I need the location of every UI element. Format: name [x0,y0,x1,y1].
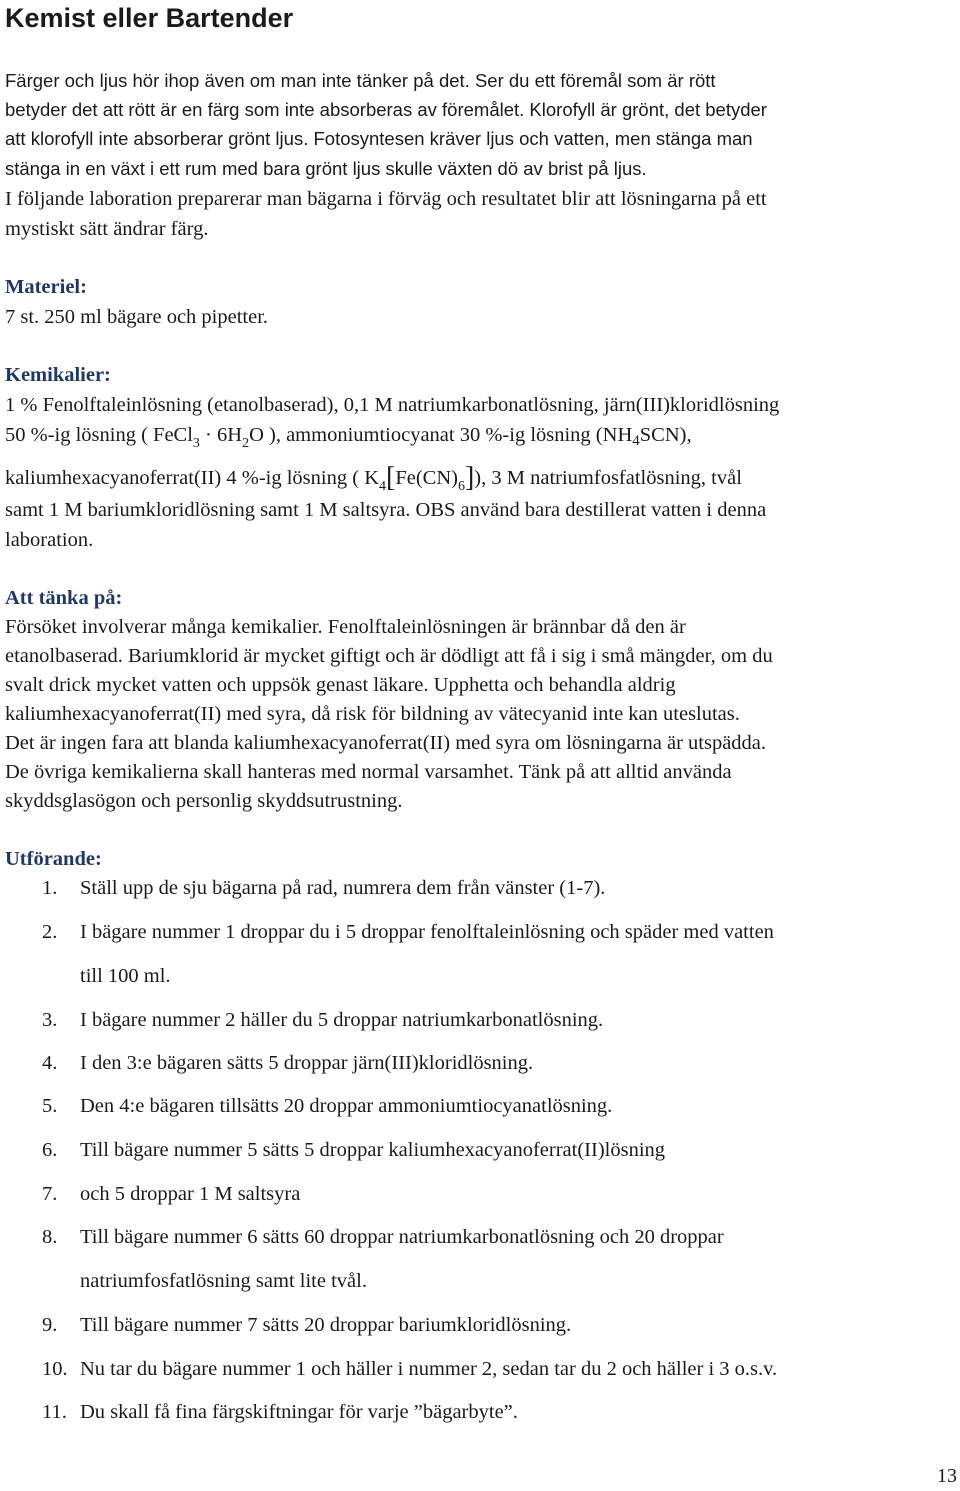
intro-line: stänga in en växt i ett rum med bara grönt ljus skulle växten dö av brist på ljus. [5,158,647,179]
materiel-text: 7 st. 250 ml bägare och pipetter. [5,306,269,328]
kemikalier-line: laboration. [5,529,94,551]
kemikalier-line: 1 % Fenolftaleinlösning (etanolbaserad), 0,1 M natriumkarbonatlösning, järn(III)kloridlösning [5,394,780,416]
formula-part: K [364,467,379,489]
intro-line: I följande laboration preparerar man bägarna i förväg och resultatet blir att lösningarna på ett [5,188,767,210]
tanka-line: skyddsglasögon och personlig skyddsutrustning. [5,790,403,812]
tanka-line: etanolbaserad. Bariumklorid är mycket giftigt och är dödligt att få i sig i små mängder, om du [5,645,773,667]
step-number: 5. [42,1095,58,1117]
formula-part: FeCl [153,424,193,446]
step-number: 7. [42,1183,58,1205]
text-span: SCN), [639,424,692,446]
formula-subscript: 6 [457,479,465,494]
step-text: Den 4:e bägaren tillsätts 20 droppar ammoniumtiocyanatlösning. [80,1095,613,1117]
kemikalier-line-formula [5,424,692,451]
step-text: Till bägare nummer 7 sätts 20 droppar bariumkloridlösning. [80,1314,572,1336]
formula-part: · 6H [199,424,243,446]
step-number: 2. [42,921,58,943]
kemikalier-heading: Kemikalier: [5,364,111,386]
page-title: Kemist eller Bartender [5,3,294,33]
step-number: 11. [42,1401,67,1423]
tanka-line: svalt drick mycket vatten och uppsök genast läkare. Upphetta och behandla aldrig [5,674,676,696]
formula-part: O [249,424,264,446]
fecl-formula [153,424,264,451]
intro-line: att klorofyll inte absorberar grönt ljus. Fotosyntesen kräver ljus och vatten, men stänga man [5,128,753,149]
step-number: 9. [42,1314,58,1336]
tanka-line: kaliumhexacyanoferrat(II) med syra, då risk för bildning av vätecyanid inte kan uteslutas. [5,703,740,725]
step-number: 8. [42,1226,58,1248]
step-text: I den 3:e bägaren sätts 5 droppar järn(III)kloridlösning. [80,1052,534,1074]
tanka-line: De övriga kemikalierna skall hanteras med normal varsamhet. Tänk på att alltid använda [5,761,732,783]
formula-bracket: [ [386,462,396,493]
formula-subscript: 4 [632,433,640,449]
formula-subscript: 2 [242,436,250,451]
tanka-line: Försöket involverar många kemikalier. Fenolftaleinlösningen är brännbar då den är [5,616,686,638]
step-text: Nu tar du bägare nummer 1 och häller i nummer 2, sedan tar du 2 och häller i 3 o.s.v. [80,1358,778,1380]
materiel-heading: Materiel: [5,276,87,298]
step-number: 1. [42,877,58,899]
tanka-line: Det är ingen fara att blanda kaliumhexacyanoferrat(II) med syra om lösningarna är utspädda. [5,732,767,754]
formula-bracket: ] [464,462,475,493]
formula-subscript: 4 [379,479,386,494]
utforande-heading: Utförande: [5,848,102,870]
step-text: Du skall få fina färgskiftningar för varje ”bägarbyte”. [80,1401,518,1423]
text-span: kaliumhexacyanoferrat(II) 4 %-ig lösning ( [5,467,365,489]
step-number: 4. [42,1052,58,1074]
step-text: I bägare nummer 2 häller du 5 droppar natriumkarbonatlösning. [80,1009,604,1031]
step-number: 3. [42,1009,58,1031]
step-text: och 5 droppar 1 M saltsyra [80,1183,301,1205]
intro-line: betyder det att rött är en färg som inte absorberas av föremålet. Klorofyll är grönt, det betyder [5,99,767,120]
step-text: Ställ upp de sju bägarna på rad, numrera dem från vänster (1-7). [80,877,606,899]
step-number: 6. [42,1139,58,1161]
text-span: 50 %-ig lösning ( [5,424,154,446]
formula-subscript: 3 [192,436,200,451]
page-number: 13 [937,1465,957,1487]
intro-line: Färger och ljus hör ihop även om man inte tänker på det. Ser du ett föremål som är rött [5,70,716,91]
step-text: I bägare nummer 1 droppar du i 5 droppar fenolftaleinlösning och späder med vatten [80,921,774,943]
kemikalier-line-formula [5,460,742,492]
step-text: Till bägare nummer 5 sätts 5 droppar kaliumhexacyanoferrat(II)lösning [80,1139,666,1161]
step-text: Till bägare nummer 6 sätts 60 droppar natriumkarbonatlösning och 20 droppar [80,1226,724,1248]
intro-line: mystiskt sätt ändrar färg. [5,218,209,240]
text-span: ), ammoniumtiocyanat 30 %-ig lösning (NH [263,424,633,446]
step-number: 10. [42,1358,68,1380]
text-span: ), 3 M natriumfosfatlösning, tvål [474,467,742,489]
kemikalier-line: samt 1 M bariumkloridlösning samt 1 M saltsyra. OBS använd bara destillerat vatten i denna [5,499,767,521]
formula-part: Fe(CN) [395,467,458,489]
step-text: till 100 ml. [80,965,171,987]
hexacyanoferrate-formula [364,462,475,494]
tanka-heading: Att tänka på: [5,587,123,609]
step-text: natriumfosfatlösning samt lite tvål. [80,1270,367,1292]
